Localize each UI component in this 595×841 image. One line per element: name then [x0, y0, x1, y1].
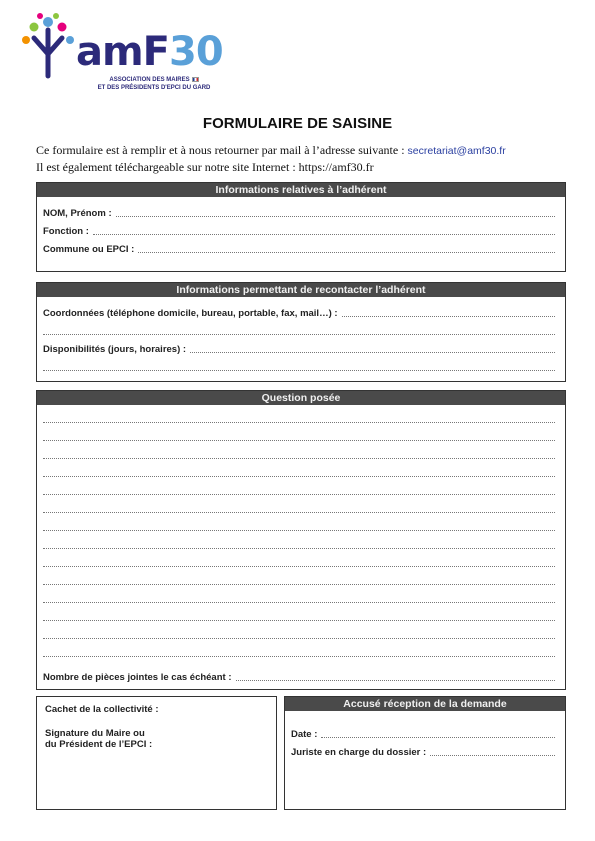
question-section-header: Question posée [37, 391, 565, 405]
name-label: NOM, Prénom : [43, 208, 112, 219]
attachments-label: Nombre de pièces jointes le cas échéant : [43, 672, 232, 683]
question-fill-line[interactable] [43, 648, 555, 657]
logo-subtitle-line1: ASSOCIATION DES MAIRES [109, 77, 190, 83]
question-fill-line[interactable] [43, 540, 555, 549]
question-fill-line[interactable] [43, 504, 555, 513]
date-label: Date : [291, 729, 318, 740]
question-fill-line[interactable] [43, 468, 555, 477]
email-link[interactable]: secretariat@amf30.fr [407, 145, 506, 157]
question-line[interactable] [43, 521, 555, 533]
date-fill-line[interactable] [321, 729, 555, 738]
availability-fill-line[interactable] [190, 344, 555, 353]
function-field[interactable] [43, 225, 555, 237]
signature-line1: Signature du Maire ou [45, 728, 145, 739]
function-label: Fonction : [43, 226, 89, 237]
attachments-fill-line[interactable] [236, 672, 556, 681]
question-fill-line[interactable] [43, 450, 555, 459]
adherent-section-header: Informations relatives à l’adhérent [37, 183, 565, 197]
intro-line2: Il est également téléchargeable sur notre site Internet : https://amf30.fr [36, 160, 374, 174]
coordinates-label: Coordonnées (téléphone domicile, bureau, portable, fax, mail…) : [43, 308, 338, 319]
signature-label [45, 728, 152, 750]
amf30-logo [18, 10, 258, 100]
french-flag-icon [192, 77, 199, 82]
contact-section-header: Informations permettant de recontacter l’adhérent [37, 283, 565, 297]
tree-icon [18, 10, 78, 80]
question-fill-line[interactable] [43, 432, 555, 441]
intro-line1: Ce formulaire est à remplir et à nous retourner par mail à l’adresse suivante : [36, 143, 408, 157]
attachments-field[interactable] [43, 671, 555, 683]
intro-text [36, 142, 506, 175]
logo-subtitle [74, 76, 234, 92]
commune-fill-line[interactable] [138, 244, 555, 253]
availability-extra-line[interactable] [43, 362, 555, 371]
coordinates-extra-line[interactable] [43, 326, 555, 335]
question-line[interactable] [43, 485, 555, 497]
date-field[interactable] [291, 728, 555, 740]
question-fill-line[interactable] [43, 612, 555, 621]
question-section [36, 390, 566, 690]
coordinates-fill-line[interactable] [342, 308, 555, 317]
commune-field[interactable] [43, 243, 555, 255]
adherent-section [36, 182, 566, 272]
logo-wordmark [76, 29, 223, 75]
question-line[interactable] [43, 593, 555, 605]
question-fill-line[interactable] [43, 630, 555, 639]
name-field[interactable] [43, 207, 555, 219]
question-line[interactable] [43, 449, 555, 461]
question-fill-line[interactable] [43, 558, 555, 567]
stamp-section [36, 696, 277, 810]
question-line[interactable] [43, 539, 555, 551]
name-fill-line[interactable] [116, 208, 555, 217]
receipt-section-header: Accusé réception de la demande [285, 697, 565, 711]
logo-subtitle-line2: ET DES PRÉSIDENTS D'EPCI DU GARD [97, 85, 211, 91]
coordinates-field[interactable] [43, 307, 555, 319]
question-line[interactable] [43, 557, 555, 569]
question-fill-line[interactable] [43, 486, 555, 495]
jurist-field[interactable] [291, 746, 555, 758]
question-fill-line[interactable] [43, 594, 555, 603]
question-line[interactable] [43, 413, 555, 425]
jurist-fill-line[interactable] [430, 747, 555, 756]
question-fill-line[interactable] [43, 576, 555, 585]
function-fill-line[interactable] [93, 226, 555, 235]
question-fill-line[interactable] [43, 414, 555, 423]
logo-amf: amF [76, 29, 169, 75]
cachet-label: Cachet de la collectivité : [45, 704, 159, 715]
contact-section [36, 282, 566, 382]
signature-line2: du Président de l’EPCI : [45, 739, 153, 750]
availability-field[interactable] [43, 343, 555, 355]
question-line[interactable] [43, 611, 555, 623]
receipt-section [284, 696, 566, 810]
question-line[interactable] [43, 503, 555, 515]
page-title: FORMULAIRE DE SAISINE [202, 115, 393, 132]
jurist-label: Juriste en charge du dossier : [291, 747, 427, 758]
question-fill-line[interactable] [43, 522, 555, 531]
question-line[interactable] [43, 647, 555, 659]
question-line[interactable] [43, 629, 555, 641]
logo-30: 30 [169, 29, 223, 75]
availability-label: Disponibilités (jours, horaires) : [43, 344, 187, 355]
question-line[interactable] [43, 431, 555, 443]
availability-extra-field[interactable] [43, 361, 555, 373]
question-line[interactable] [43, 575, 555, 587]
commune-label: Commune ou EPCI : [43, 244, 135, 255]
question-line[interactable] [43, 467, 555, 479]
coordinates-extra-field[interactable] [43, 325, 555, 337]
